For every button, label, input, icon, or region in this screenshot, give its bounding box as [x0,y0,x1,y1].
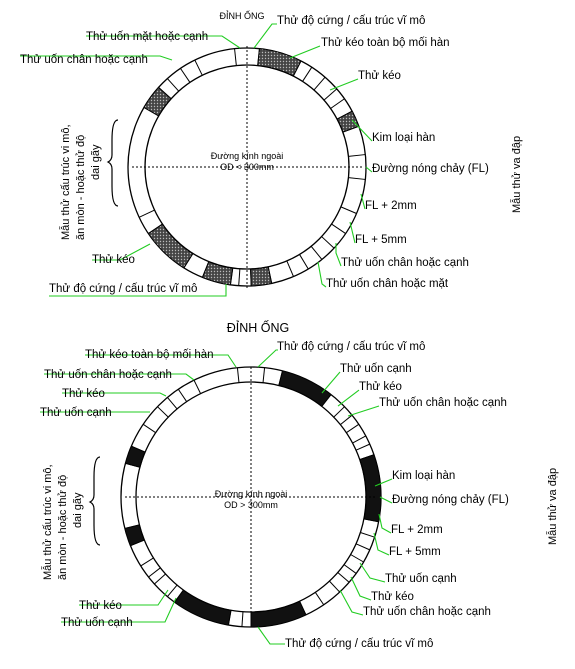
bottom-label-bend-side-right-bottom: Thử uốn cạnh [385,573,457,585]
bottom-diagram [40,320,559,650]
top-pipe-top-label: ĐỈNH ỐNG [219,11,265,21]
top-micro-side-label-2: ăn mòn - hoặc thử độ [75,134,87,240]
leader-line-14 [340,590,363,615]
bottom-center-text-1: Đường kính ngoài [214,489,288,499]
bottom-label-hardness-top: Thử độ cứng / cấu trúc vĩ mô [277,341,426,353]
top-label-hardness-top: Thử độ cứng / cấu trúc vĩ mô [277,15,426,27]
top-label-bend-root-side-left: Thử uốn chân hoặc cạnh [20,54,148,66]
bottom-label-weld-metal: Kim loại hàn [392,470,456,482]
top-impact-side-label: Mẫu thử va đập [511,135,523,213]
bottom-label-bend-side-left-bottom: Thử uốn cạnh [61,617,133,629]
top-label-weld-metal: Kim loại hàn [372,132,436,144]
leader-line-10 [379,514,391,533]
bottom-label-bend-side-right-top: Thử uốn cạnh [340,363,412,375]
top-label-bend-root-side-right: Thử uốn chân hoặc cạnh [341,257,469,269]
leader-line-17 [258,627,285,644]
top-label-fl-5mm: FL + 5mm [355,234,407,246]
leader-line-7 [348,406,379,416]
bottom-micro-side-label-2: ăn mòn - hoặc thử độ [57,474,69,580]
bottom-label-fl-5mm: FL + 5mm [389,546,441,558]
leader-line-1 [254,24,277,48]
bottom-micro-side-label-3: dai gãy [72,492,84,528]
top-center-text-1: Đường kính ngoài [210,151,284,161]
bottom-label-tensile-left-bottom: Thử kéo [79,600,122,612]
leader-line-9 [380,497,392,503]
bottom-label-fusion-line: Đường nóng chảy (FL) [392,494,509,506]
leader-line-4 [330,79,358,90]
top-label-hardness-bottom: Thử độ cứng / cấu trúc vĩ mô [49,283,198,295]
top-label-bend-face-side: Thử uốn mặt hoặc cạnh [86,31,209,43]
leader-line-6 [338,390,359,406]
top-brace [108,120,118,206]
top-diagram [20,10,523,296]
bottom-label-tensile-full: Thử kéo toàn bộ mối hàn [85,349,214,361]
bottom-label-bend-root-side-right-bottom: Thử uốn chân hoặc cạnh [363,606,491,618]
bottom-label-tensile-right-bottom: Thử kéo [371,591,414,603]
leader-line-12 [360,563,385,582]
bottom-impact-side-label: Mẫu thử va đập [547,467,559,545]
bottom-label-tensile-right-top: Thử kéo [359,381,402,393]
top-label-bend-root-face: Thử uốn chân hoặc mặt [326,278,449,290]
leader-line-11 [374,533,389,555]
bottom-pipe-top-label: ĐỈNH ỐNG [226,321,290,335]
top-micro-side-label-3: dai gãy [90,144,102,180]
bottom-label-hardness-bottom: Thử độ cứng / cấu trúc vĩ mô [285,638,434,650]
bottom-label-tensile-left: Thử kéo [62,388,105,400]
bottom-label-bend-root-side-right-top: Thử uốn chân hoặc cạnh [379,397,507,409]
leader-line-0 [258,350,278,367]
top-label-fl-2mm: FL + 2mm [365,200,417,212]
top-label-tensile-left: Thử kéo [92,254,135,266]
leader-line-13 [351,577,371,600]
top-center-text-2: OD < 300mm [220,162,274,172]
bottom-label-fl-2mm: FL + 2mm [391,524,443,536]
top-label-tensile-right: Thử kéo [358,70,401,82]
bottom-center-text-2: OD > 300mm [224,500,278,510]
leader-line-5 [322,372,340,393]
leader-line-2 [290,46,320,58]
bottom-micro-side-label-1: Mẫu thử cấu trúc vi mô, [42,464,54,580]
bottom-label-bend-root-side-left: Thử uốn chân hoặc cạnh [44,369,172,381]
bottom-label-bend-side-left: Thử uốn cạnh [40,407,112,419]
bottom-brace [90,457,100,545]
top-label-fusion-line: Đường nóng chảy (FL) [372,163,489,175]
top-label-tensile-full: Thử kéo toàn bộ mối hàn [321,37,450,49]
ring-divider-18 [251,269,252,286]
top-micro-side-label-1: Mẫu thử cấu trúc vi mô, [60,124,72,240]
leader-line-10 [318,262,326,287]
